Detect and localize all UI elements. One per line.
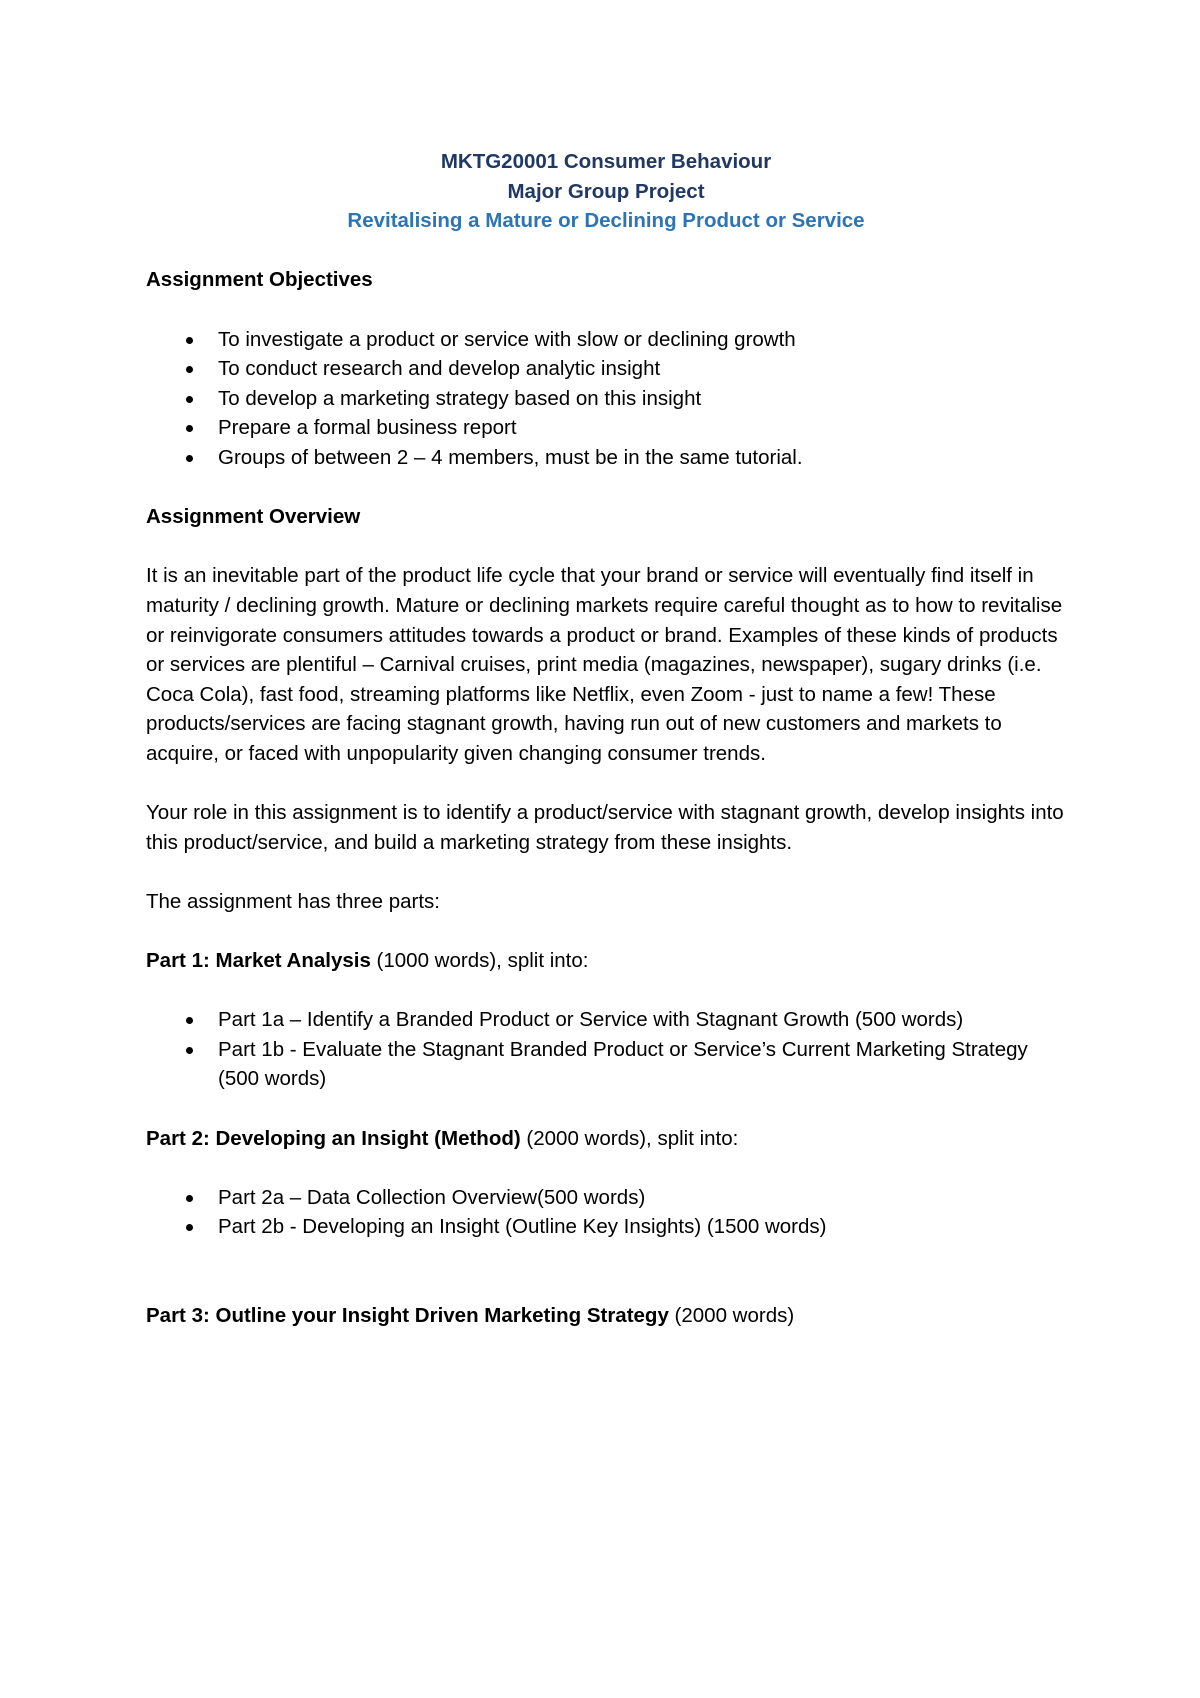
part3-label: Part 3: Outline your Insight Driven Marketing Strategy — [146, 1304, 669, 1328]
part2-list — [146, 1183, 1066, 1242]
part3-detail: (2000 words) — [668, 1304, 795, 1328]
project-title: Major Group Project — [507, 179, 705, 203]
parts-intro: The assignment has three parts: — [146, 889, 440, 913]
document-body — [146, 147, 1066, 1360]
course-title: MKTG20001 Consumer Behaviour — [440, 150, 772, 173]
part1-label: Part 1: Market Analysis — [146, 949, 371, 973]
role-paragraph: Your role in this assignment is to identify a product/service with stagnant growth, develop insights into this product/service, and build a marketing strategy from these insights. — [146, 801, 1064, 854]
list-item: To develop a marketing strategy based on this insight — [146, 384, 1066, 414]
part1-line — [146, 946, 1066, 976]
list-item: Groups of between 2 – 4 members, must be in the same tutorial. — [146, 443, 1066, 473]
list-item: To conduct research and develop analytic insight — [146, 354, 1066, 384]
part2-detail: (2000 words), split into: — [520, 1126, 739, 1150]
list-item: Part 1a – Identify a Branded Product or Service with Stagnant Growth (500 words) — [146, 1005, 1066, 1035]
project-subtitle: Revitalising a Mature or Declining Product or Service — [347, 209, 865, 233]
list-item: Part 2a – Data Collection Overview(500 words) — [146, 1183, 1066, 1213]
objectives-list — [146, 325, 1066, 473]
blank-line — [146, 1272, 1066, 1302]
list-item: Prepare a formal business report — [146, 413, 1066, 443]
part2-line — [146, 1124, 1066, 1154]
list-item: Part 2b - Developing an Insight (Outline Key Insights) (1500 words) — [146, 1212, 1066, 1242]
title-block — [146, 147, 1066, 236]
list-item: To investigate a product or service with slow or declining growth — [146, 325, 1066, 355]
objectives-heading: Assignment Objectives — [146, 268, 373, 292]
list-item: Part 1b - Evaluate the Stagnant Branded Product or Service’s Current Marketing Strategy (500 words) — [146, 1035, 1066, 1094]
part1-list — [146, 1005, 1066, 1094]
part3-line — [146, 1301, 1066, 1331]
part2-label: Part 2: Developing an Insight (Method) — [146, 1126, 521, 1150]
overview-paragraph: It is an inevitable part of the product life cycle that your brand or service will eventually find itself in maturity / declining growth. Mature or declining markets require careful thought as to how to revitalise or reinvigorate consumers attitudes towards a product or brand. Examples of these kinds of products or services are plentiful – Carnival cruises, print media (magazines, newspaper), sugary drinks (i.e. Coca Cola), fast food, streaming platforms like Netflix, even Zoom - just to name a few! These products/services are facing stagnant growth, having run out of new customers and markets to acquire, or faced with unpopularity given changing consumer trends. — [146, 564, 1063, 765]
overview-heading: Assignment Overview — [146, 505, 361, 529]
part1-detail: (1000 words), split into: — [370, 949, 589, 973]
